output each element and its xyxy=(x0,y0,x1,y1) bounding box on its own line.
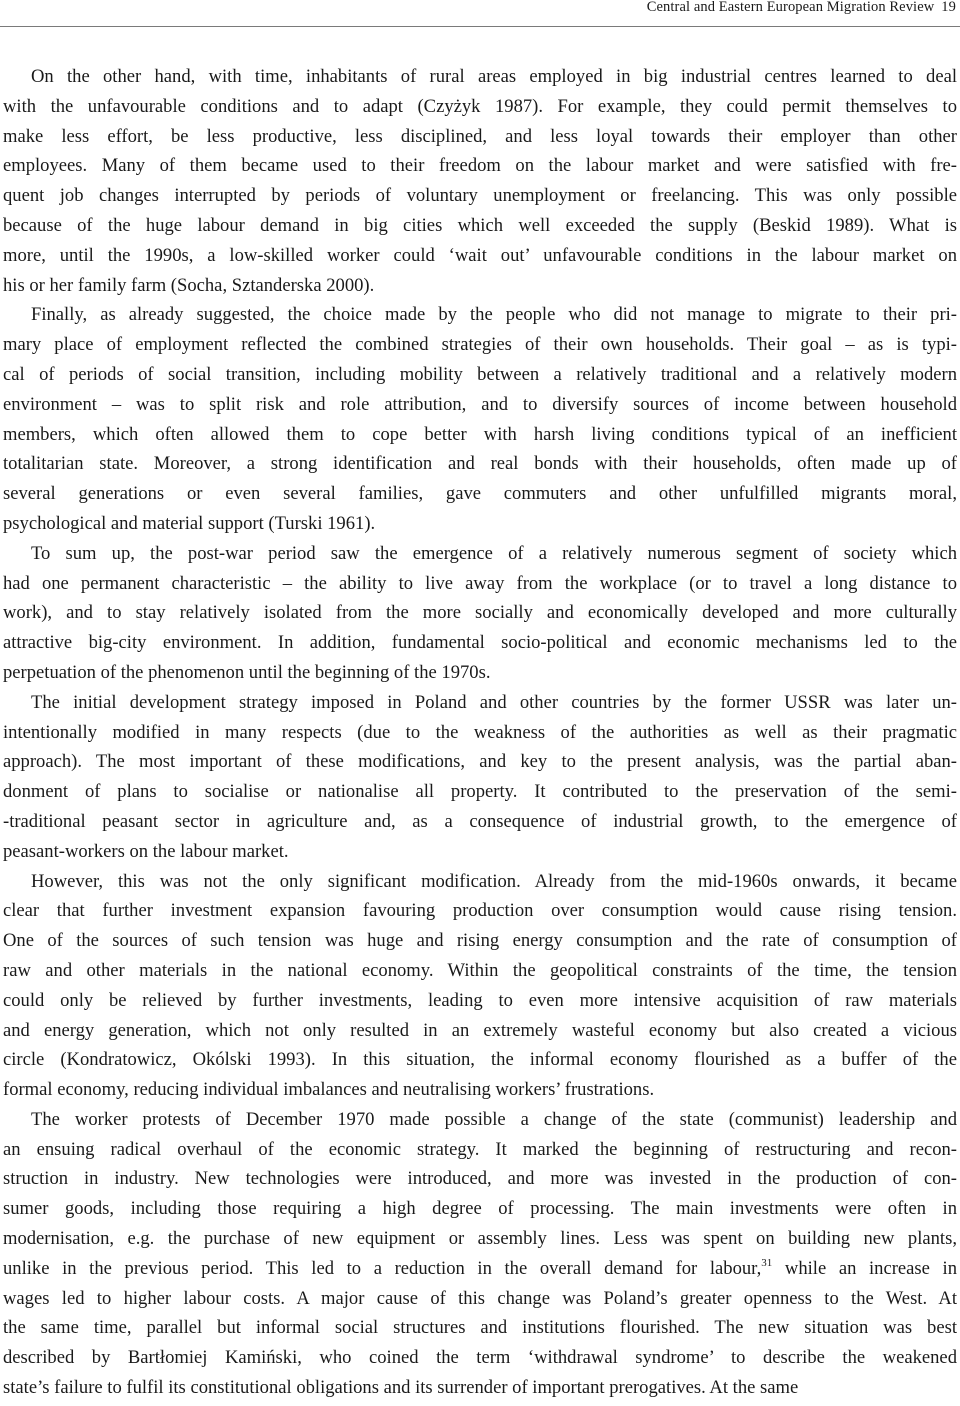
running-header xyxy=(0,0,960,27)
text-line: with the unfavourable conditions and to adapt (Czyżyk 1987). For example, they could permit themselves to xyxy=(3,95,957,117)
journal-title: Central and Eastern European Migration Review xyxy=(646,0,935,15)
footnote-ref[interactable]: 31 xyxy=(761,1256,773,1269)
text-line: clear that further investment expansion favouring production over consumption would cause rising tension. xyxy=(3,900,957,922)
paragraph xyxy=(3,688,957,867)
text-line: intentionally modified in many respects (due to the weakness of the authorities as well as their pragmatic xyxy=(3,721,957,743)
text-line: Finally, as already suggested, the choice made by the people who did not manage to migrate to their pri- xyxy=(31,304,957,326)
text-line: several generations or even several families, gave commuters and other unfulfilled migrants moral, xyxy=(3,483,957,505)
text-line: raw and other materials in the national economy. Within the geopolitical constraints of the time, the tension xyxy=(3,959,957,981)
page-number: 19 xyxy=(941,0,956,15)
paragraph xyxy=(3,62,957,300)
text-line: could only be relieved by further investments, leading to even more intensive acquisition of raw materials xyxy=(3,989,957,1011)
text-line: However, this was not the only significant modification. Already from the mid-1960s onwards, it became xyxy=(31,870,957,892)
text-fragment: while an increase in xyxy=(772,1257,957,1279)
text-line: psychological and material support (Turski 1961). xyxy=(3,512,376,534)
paragraph xyxy=(3,1105,957,1403)
body-text xyxy=(3,62,957,1403)
text-line: peasant-workers on the labour market. xyxy=(3,840,289,862)
text-line: had one permanent characteristic – the ability to live away from the workplace (or to travel a long distance to xyxy=(3,572,957,594)
text-line: attractive big-city environment. In addition, fundamental socio-political and economic mechanisms led to the xyxy=(3,632,957,654)
text-line: struction in industry. New technologies were introduced, and more was invested in the production of con- xyxy=(3,1168,957,1190)
text-line: his or her family farm (Socha, Sztanderska 2000). xyxy=(3,274,375,296)
text-line: described by Bartłomiej Kamiński, who coined the term ‘withdrawal syndrome’ to describe the weakened xyxy=(3,1347,957,1369)
text-line: formal economy, reducing individual imbalances and neutralising workers’ frustrations. xyxy=(3,1079,655,1101)
text-line: wages led to higher labour costs. A major cause of this change was Poland’s greater openness to the West. At xyxy=(3,1287,957,1309)
text-line: -traditional peasant sector in agriculture and, as a consequence of industrial growth, to the emergence of xyxy=(3,810,957,832)
paragraph xyxy=(3,300,957,538)
text-line: totalitarian state. Moreover, a strong identification and real bonds with their households, often made up of xyxy=(3,453,957,475)
text-line: because of the huge labour demand in big cities which well exceeded the supply (Beskid 1989). What is xyxy=(3,214,957,236)
text-line: To sum up, the post-war period saw the emergence of a relatively numerous segment of society which xyxy=(31,542,957,564)
text-line: mary place of employment reflected the combined strategies of their own households. Their goal – as is typi- xyxy=(3,334,957,356)
header-text xyxy=(647,0,956,14)
text-line: an ensuing radical overhaul of the economic strategy. It marked the beginning of restructuring and recon- xyxy=(3,1138,957,1160)
text-line: circle (Kondratowicz, Okólski 1993). In this situation, the informal economy flourished as a buffer of the xyxy=(3,1049,957,1071)
text-line: approach). The most important of these modifications, and key to the present analysis, was the partial aban- xyxy=(3,751,957,773)
text-line: and energy generation, which not only resulted in an extremely wasteful economy but also created a vicious xyxy=(3,1019,957,1041)
text-line: On the other hand, with time, inhabitants of rural areas employed in big industrial centres learned to deal xyxy=(31,66,957,87)
text-line: make less effort, be less productive, less disciplined, and less loyal towards their employer than other xyxy=(3,125,957,147)
text-line: employees. Many of them became used to their freedom on the labour market and were satisfied with fre- xyxy=(3,155,957,177)
text-line: members, which often allowed them to cope better with harsh living conditions typical of an inefficient xyxy=(3,423,957,445)
text-line: cal of periods of social transition, including mobility between a relatively traditional and a relatively modern xyxy=(3,363,957,385)
text-line: The worker protests of December 1970 made possible a change of the state (communist) leadership and xyxy=(31,1108,957,1130)
text-line: state’s failure to fulfil its constitutional obligations and its surrender of important prerogatives. At the same xyxy=(3,1377,799,1399)
text-line: environment – was to split risk and role attribution, and to diversify sources of income between household xyxy=(3,393,957,415)
text-line: modernisation, e.g. the purchase of new equipment or assembly lines. Less was spent on building new plants, xyxy=(3,1228,957,1250)
text-line: One of the sources of such tension was huge and rising energy consumption and the rate of consumption of xyxy=(3,930,957,952)
paragraph xyxy=(3,867,957,1105)
text-line: sumer goods, including those requiring a high degree of processing. The main investments were often in xyxy=(3,1198,957,1220)
text-line: perpetuation of the phenomenon until the beginning of the 1970s. xyxy=(3,661,491,683)
text-line: unlike in the previous period. This led to a reduction in the overall demand for labour,$^{31}$ while an increase in xyxy=(3,1256,957,1279)
paragraph xyxy=(3,539,957,688)
text-line: The initial development strategy imposed in Poland and other countries by the former USSR was later un- xyxy=(31,691,957,713)
text-line: quent job changes interrupted by periods of voluntary unemployment or freelancing. This was only possible xyxy=(3,185,957,207)
text-line: donment of plans to socialise or nationalise all property. It contributed to the preservation of the semi- xyxy=(3,781,957,803)
text-line: work), and to stay relatively isolated from the more socially and economically developed and more culturally xyxy=(3,602,957,624)
text-line: more, until the 1990s, a low-skilled worker could ‘wait out’ unfavourable conditions in the labour market on xyxy=(3,244,957,266)
text-line: the same time, parallel but informal social structures and institutions flourished. The new situation was best xyxy=(3,1317,957,1339)
